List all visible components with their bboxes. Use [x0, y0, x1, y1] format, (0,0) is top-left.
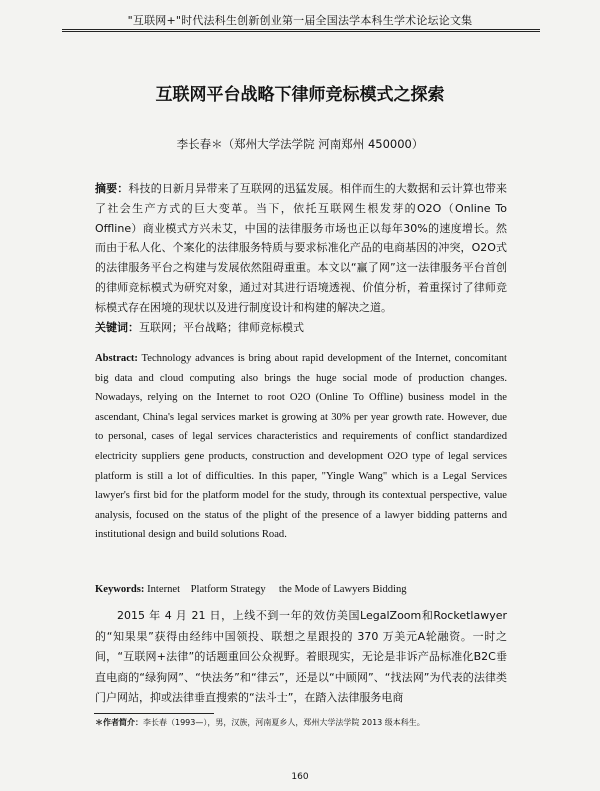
footnote-text: 李长春（1993—），男，汉族，河南夏乡人，郑州大学法学院 2013 级本科生。: [143, 718, 425, 727]
footnote: [95, 717, 515, 729]
keywords-chinese-label: 关键词：: [95, 321, 139, 334]
running-header: "互联网+"时代法科生创新创业第一届全国法学本科生学术论坛论文集: [127, 14, 473, 27]
header-rule-top: [62, 29, 540, 30]
abstract-chinese-label: 摘要：: [95, 182, 129, 195]
page-number: 160: [291, 772, 309, 782]
body-paragraph: 2015 年 4 月 21 日，上线不到一年的效仿美国LegalZoom和Rocketlawyer的“知果果”获得由经纬中国领投、联想之星跟投的 370 万美元A轮融资。一时之间，“互联网+法律”的话题重回公众视野。着眼现实，无论是非诉产品标准化B2C垂直电商的“绿狗网”、“快法务”和“律云”，还是以“中顾网”、“找法网”为代表的法律类门户网站，抑或法律垂直搜索的“法斗士”，在踏入法律服务电商: [95, 609, 507, 704]
keywords-english: [95, 580, 507, 599]
abstract-chinese-text: 科技的日新月异带来了互联网的迅猛发展。相伴而生的大数据和云计算也带来了社会生产方式的巨大变革。当下，依托互联网生根发芽的O2O（Online To Offline）商业模式方兴未艾，中国的法律服务市场也正以每年30%的速度增长。然而由于私人化、个案化的法律服务特质与要求标准化产品的电商基因的冲突，O2O式的法律服务平台之构建与发展依然阻碍重重。本文以“赢了网”这一法律服务平台首创的律师竞标模式为研究对象，通过对其进行语境透视、价值分析，着重探讨了律师竞标模式存在困境的现状以及进行制度设计和构建的解决之道。: [95, 182, 508, 314]
abstract-english-label: Abstract:: [95, 353, 138, 364]
keywords-chinese-text: 互联网；平台战略；律师竞标模式: [139, 321, 304, 334]
keywords-english-label: Keywords:: [95, 584, 145, 595]
author-line: 李长春＊（郑州大学法学院 河南郑州 450000）: [176, 137, 424, 151]
article-title: 互联网平台战略下律师竞标模式之探索: [155, 85, 445, 105]
abstract-chinese: [95, 179, 507, 318]
header-rule-bottom: [62, 31, 540, 32]
footnote-label: ＊作者简介：: [95, 718, 143, 727]
abstract-english-text: Technology advances is bring about rapid development of the Internet, concomitant big data and cloud computing also brings the huge social mode of production changes. Nowadays, relying on the Internet to root O2O (Online To Offline) business model in the ascendant, China's legal services market is growing at 30% per year growth rate. However, due to personal, cases of legal services characteristics and requirements of conflict standardized electricity suppliers gene products, construction and development O2O type of legal services platform is still a lot of difficulties. In this paper, "Yingle Wang" which is a Legal Services lawyer's first bid for the platform model for the study, through its contextual perspective, value analysis, focused on the status of the plight of the presence of a lawyer bidding patterns and institutional design and build solutions Road.: [95, 353, 507, 541]
keywords-chinese: [95, 318, 507, 337]
footnote-rule: [94, 713, 214, 714]
abstract-english: [95, 349, 507, 545]
keywords-english-text: Internet Platform Strategy the Mode of Lawyers Bidding: [147, 584, 407, 595]
